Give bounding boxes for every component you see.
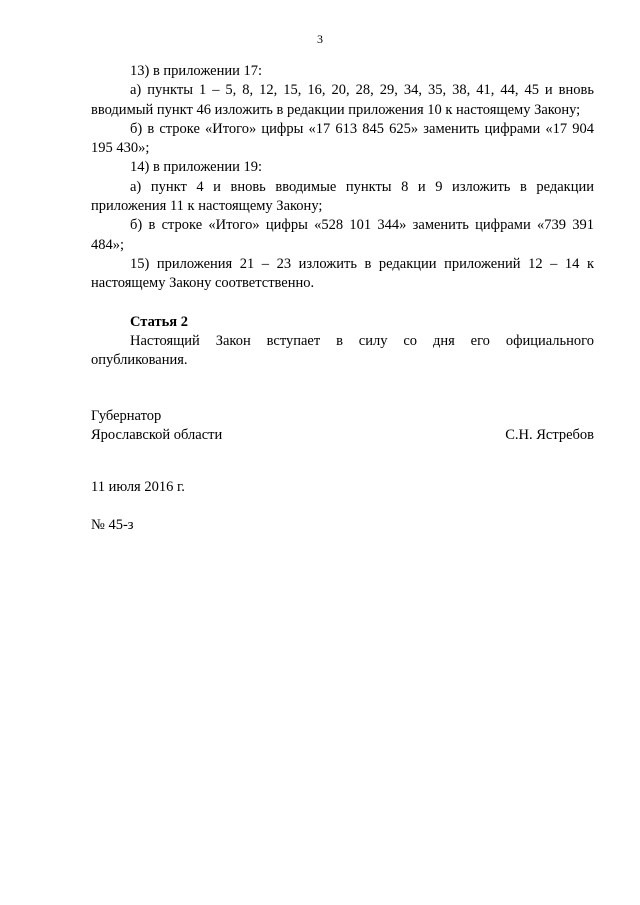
signature-block: [91, 407, 594, 446]
article-text: Настоящий Закон вступает в силу со дня его официального опубликования.: [91, 332, 594, 369]
law-number: № 45-з: [91, 517, 134, 533]
paragraph-13: 13) в приложении 17:: [130, 63, 263, 79]
document-body: [91, 62, 594, 370]
paragraph-14a: а) пункт 4 и вновь вводимые пункты 8 и 9 изложить в редакции приложения 11 к настоящему Закону;: [91, 178, 594, 215]
paragraph-15: 15) приложения 21 – 23 изложить в редакции приложений 12 – 14 к настоящему Закону соответственно.: [91, 255, 594, 292]
paragraph-13b: б) в строке «Итого» цифры «17 613 845 625» заменить цифрами «17 904 195 430»;: [91, 120, 594, 157]
signatory-name: С.Н. Ястребов: [505, 427, 594, 444]
signature-title-line2: Ярославской области: [91, 427, 223, 444]
document-date: 11 июля 2016 г.: [91, 479, 185, 495]
signature-line: [91, 426, 594, 445]
paragraph-13a: а) пункты 1 – 5, 8, 12, 15, 16, 20, 28, 29, 34, 35, 38, 41, 44, 45 и вновь вводимый пункт 46 изложить в редакции приложения 10 к настоящему Закону;: [91, 82, 594, 118]
article-heading: Статья 2: [130, 313, 188, 330]
paragraph-14: 14) в приложении 19:: [130, 159, 263, 176]
signature-title-line1: Губернатор: [91, 408, 162, 424]
paragraph-14b: б) в строке «Итого» цифры «528 101 344» заменить цифрами «739 391 484»;: [91, 217, 594, 253]
page-number: 3: [317, 32, 323, 46]
